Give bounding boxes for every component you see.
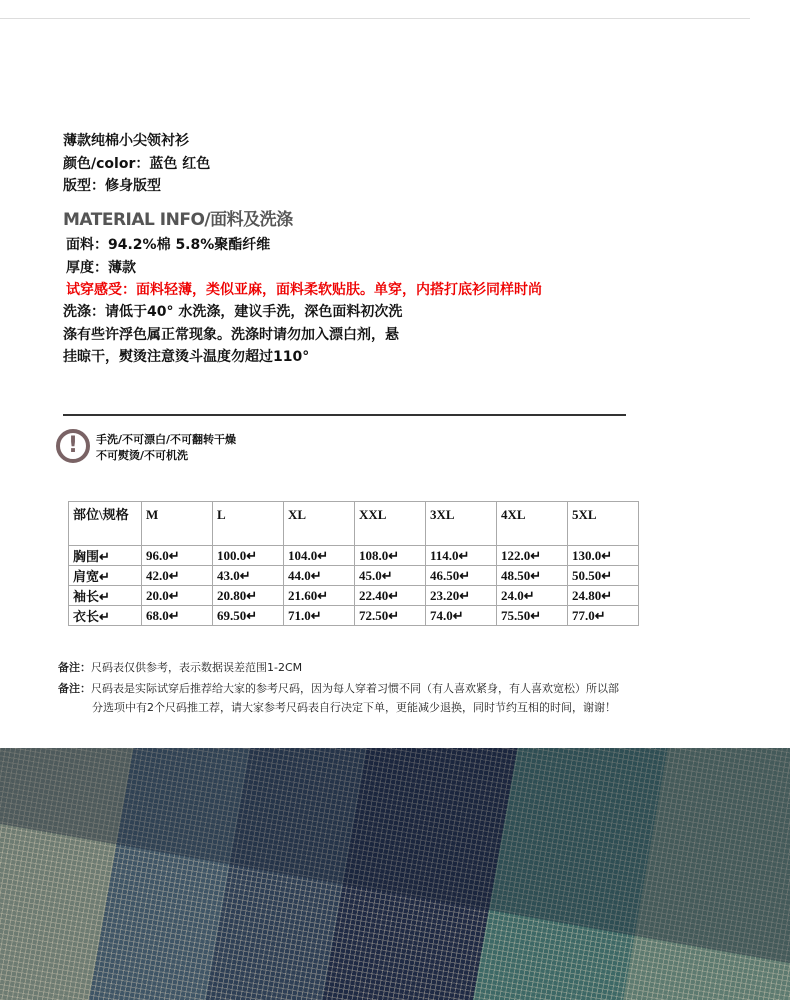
wash-info-2: 涤有些许浮色属正常现象。洗涤时请勿加入漂白剂，悬 xyxy=(63,327,399,343)
size-value-cell: 24.0↵ xyxy=(497,586,568,606)
size-value-cell: 114.0↵ xyxy=(426,546,497,566)
size-value-cell: 21.60↵ xyxy=(284,586,355,606)
table-header-row xyxy=(69,502,639,546)
measure-label-cell: 衣长↵ xyxy=(69,606,142,626)
size-value-cell: 74.0↵ xyxy=(426,606,497,626)
note-2-cont: 分选项中有2个尺码推工荐，请大家参考尺码表自行决定下单，更能减少退换，同时节约互相的时间，谢谢！ xyxy=(92,701,616,714)
size-value-cell: 96.0↵ xyxy=(142,546,213,566)
size-value-cell: 22.40↵ xyxy=(355,586,426,606)
header-cell: XL xyxy=(284,502,355,546)
size-value-cell: 46.50↵ xyxy=(426,566,497,586)
size-value-cell: 122.0↵ xyxy=(497,546,568,566)
wash-info-3: 挂晾干，熨烫注意烫斗温度勿超过110° xyxy=(63,349,310,365)
header-cell: L xyxy=(213,502,284,546)
fabric-info: 面料：94.2%棉 5.8%聚酯纤维 xyxy=(66,237,271,253)
header-cell: XXL xyxy=(355,502,426,546)
measure-label-cell: 肩宽↵ xyxy=(69,566,142,586)
size-value-cell: 20.80↵ xyxy=(213,586,284,606)
table-row xyxy=(69,546,639,566)
size-value-cell: 71.0↵ xyxy=(284,606,355,626)
header-cell: 4XL xyxy=(497,502,568,546)
size-value-cell: 130.0↵ xyxy=(568,546,639,566)
size-value-cell: 104.0↵ xyxy=(284,546,355,566)
size-value-cell: 108.0↵ xyxy=(355,546,426,566)
top-divider xyxy=(0,18,750,19)
exclamation-icon: ! xyxy=(56,429,90,463)
material-heading: MATERIAL INFO/面料及洗涤 xyxy=(63,210,293,230)
measure-label-cell: 胸围↵ xyxy=(69,546,142,566)
thickness-info: 厚度：薄款 xyxy=(66,260,136,276)
care-line-1: 手洗/不可漂白/不可翻转干燥 xyxy=(96,433,237,446)
size-value-cell: 44.0↵ xyxy=(284,566,355,586)
header-cell: 3XL xyxy=(426,502,497,546)
size-value-cell: 68.0↵ xyxy=(142,606,213,626)
size-value-cell: 42.0↵ xyxy=(142,566,213,586)
size-value-cell: 20.0↵ xyxy=(142,586,213,606)
note-text: 尺码表是实际试穿后推荐给大家的参考尺码，因为每人穿着习惯不同（有人喜欢紧身，有人喜欢宽松）所以部 xyxy=(91,682,619,695)
product-color: 颜色/color：蓝色 红色 xyxy=(63,156,211,172)
note-label: 备注： xyxy=(58,661,91,674)
size-value-cell: 23.20↵ xyxy=(426,586,497,606)
header-cell: 5XL xyxy=(568,502,639,546)
size-value-cell: 24.80↵ xyxy=(568,586,639,606)
fabric-shadow xyxy=(0,748,790,1000)
size-value-cell: 77.0↵ xyxy=(568,606,639,626)
table-row xyxy=(69,566,639,586)
feel-info: 试穿感受：面料轻薄，类似亚麻，面料柔软贴肤。单穿，内搭打底衫同样时尚 xyxy=(66,282,542,298)
note-1 xyxy=(58,659,302,675)
size-value-cell: 43.0↵ xyxy=(213,566,284,586)
size-table xyxy=(68,501,639,626)
size-value-cell: 45.0↵ xyxy=(355,566,426,586)
header-cell: 部位\规格 xyxy=(69,502,142,546)
size-value-cell: 75.50↵ xyxy=(497,606,568,626)
table-row xyxy=(69,586,639,606)
section-divider xyxy=(63,414,626,416)
note-text: 尺码表仅供参考，表示数据误差范围1-2CM xyxy=(91,661,303,674)
product-fit: 版型：修身版型 xyxy=(63,178,161,194)
table-row xyxy=(69,606,639,626)
note-label: 备注： xyxy=(58,682,91,695)
size-value-cell: 72.50↵ xyxy=(355,606,426,626)
wash-info-1: 洗涤：请低于40° 水洗涤，建议手洗，深色面料初次洗 xyxy=(63,304,403,320)
product-title: 薄款纯棉小尖领衬衫 xyxy=(63,133,189,149)
size-value-cell: 48.50↵ xyxy=(497,566,568,586)
size-value-cell: 50.50↵ xyxy=(568,566,639,586)
measure-label-cell: 袖长↵ xyxy=(69,586,142,606)
header-cell: M xyxy=(142,502,213,546)
care-line-2: 不可熨烫/不可机洗 xyxy=(96,449,189,462)
size-value-cell: 100.0↵ xyxy=(213,546,284,566)
size-value-cell: 69.50↵ xyxy=(213,606,284,626)
note-2 xyxy=(58,680,619,696)
